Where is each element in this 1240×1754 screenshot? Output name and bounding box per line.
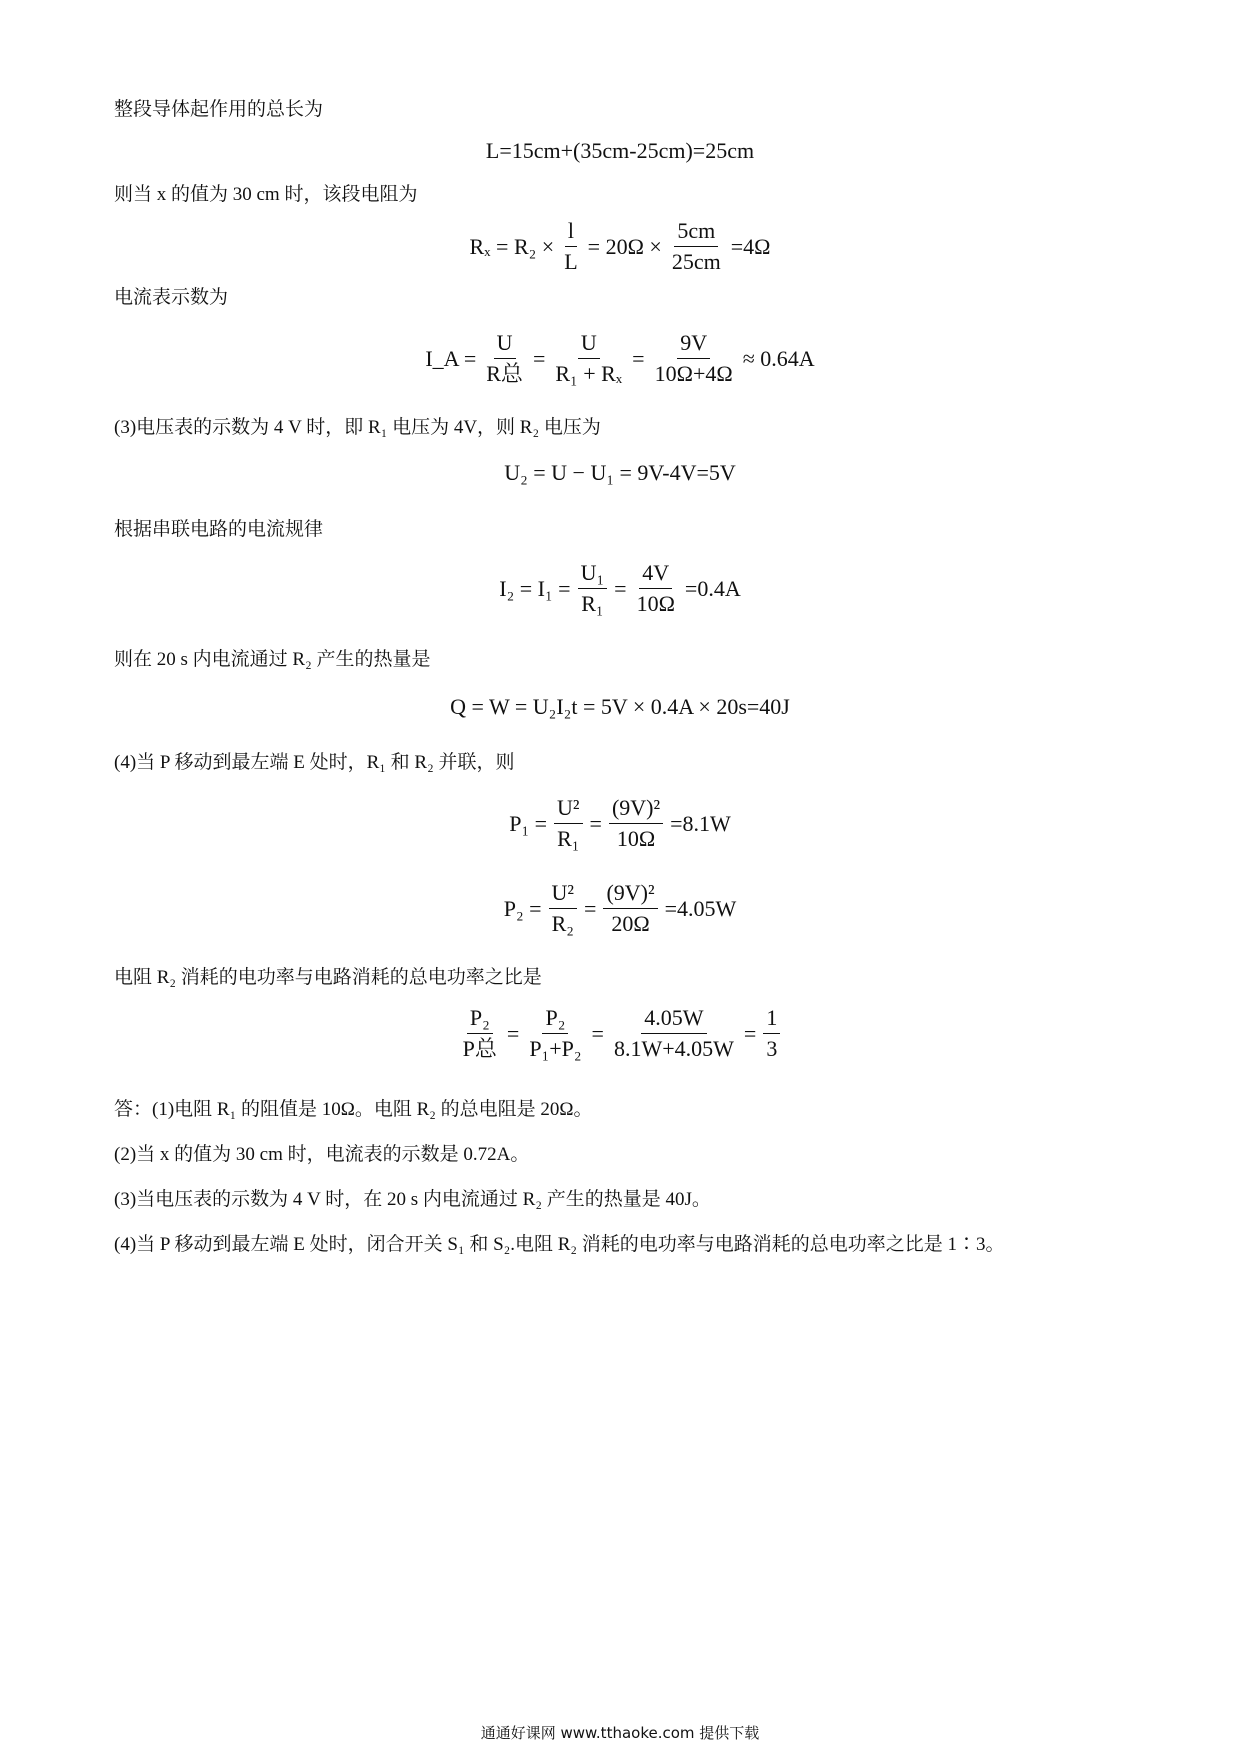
f2-den2: 25cm xyxy=(671,249,721,274)
f2-rhs: =4Ω xyxy=(730,233,771,259)
f9-num3: 4.05W xyxy=(641,1005,706,1034)
paragraph-ammeter: 电流表示数为 xyxy=(114,287,229,308)
f3-lhs: I_A = xyxy=(425,345,477,371)
f3-den3: 10Ω+4Ω xyxy=(654,361,733,386)
f9-fraction-3 xyxy=(611,1005,737,1062)
page-footer: 通通好课网 www.tthaoke.com 提供下载 xyxy=(480,1724,760,1742)
formula-voltage-r2: U₂ = U − U₁ = 9V-4V=5V xyxy=(504,460,736,485)
f9-num4: 1 xyxy=(763,1005,780,1034)
f9-eq1: = xyxy=(506,1020,520,1046)
f7-eq: = xyxy=(589,810,602,836)
answer-line-1: 答：(1)电阻 R₁ 的阻值是 10Ω。电阻 R₂ 的总电阻是 20Ω。 xyxy=(114,1099,593,1120)
f5-rhs: =0.4A xyxy=(684,575,741,601)
f9-eq2: = xyxy=(591,1020,604,1046)
paragraph-heat: 则在 20 s 内电流通过 R₂ 产生的热量是 xyxy=(114,649,431,670)
f7-den1: R₁ xyxy=(557,826,580,851)
f9-num2: P₂ xyxy=(542,1005,568,1034)
f5-eq: = xyxy=(614,575,627,601)
f3-den1: R总 xyxy=(486,361,523,386)
f7-fraction-1 xyxy=(554,795,582,852)
answer-line-3: (3)当电压表的示数为 4 V 时，在 20 s 内电流通过 R₂ 产生的热量是 40J。 xyxy=(114,1189,711,1210)
f2-fraction-2 xyxy=(669,218,724,275)
paragraph-power-ratio: 电阻 R₂ 消耗的电功率与电路消耗的总电功率之比是 xyxy=(114,967,542,988)
f2-num2: 5cm xyxy=(674,218,718,247)
f8-den1: R₂ xyxy=(551,911,574,936)
f9-den4: 3 xyxy=(766,1036,778,1061)
f5-fraction-1 xyxy=(578,560,608,617)
f8-num1: U² xyxy=(549,880,577,909)
f3-num3: 9V xyxy=(677,330,710,359)
f3-eq2: = xyxy=(632,345,645,371)
answer-line-2: (2)当 x 的值为 30 cm 时，电流表的示数是 0.72A。 xyxy=(114,1144,530,1165)
f8-den2: 20Ω xyxy=(611,911,650,936)
f5-den1: R₁ xyxy=(581,591,604,616)
f9-eq3: = xyxy=(743,1020,757,1046)
f2-num1: l xyxy=(565,218,577,247)
f3-den2: R₁ + Rₓ xyxy=(555,361,623,386)
f9-den2: P₁+P₂ xyxy=(529,1036,582,1061)
formula-series-current xyxy=(0,560,1240,617)
paragraph-parallel: (4)当 P 移动到最左端 E 处时，R₁ 和 R₂ 并联，则 xyxy=(114,752,515,773)
f2-mid: = 20Ω × xyxy=(587,233,662,259)
formula-power-p1 xyxy=(0,795,1240,852)
f3-fraction-3 xyxy=(652,330,736,387)
f3-num1: U xyxy=(494,330,516,359)
formula-power-ratio xyxy=(0,1005,1240,1062)
f7-num2: (9V)² xyxy=(609,795,663,824)
f2-fraction-1 xyxy=(561,218,580,275)
f7-num1: U² xyxy=(554,795,582,824)
answer-line-4: (4)当 P 移动到最左端 E 处时，闭合开关 S₁ 和 S₂.电阻 R₂ 消耗的电功率与电路消耗的总电功率之比是 1∶3。 xyxy=(114,1234,1005,1255)
paragraph-voltmeter: (3)电压表的示数为 4 V 时，即 R₁ 电压为 4V，则 R₂ 电压为 xyxy=(114,417,601,438)
f5-num2: 4V xyxy=(639,560,672,589)
f8-rhs: =4.05W xyxy=(664,895,737,921)
formula-ammeter-current xyxy=(0,330,1240,387)
f7-fraction-2 xyxy=(609,795,663,852)
f3-fraction-2 xyxy=(552,330,625,387)
formula-power-p2 xyxy=(0,880,1240,937)
f9-den3: 8.1W+4.05W xyxy=(613,1036,734,1061)
f9-fraction-2 xyxy=(526,1005,584,1062)
paragraph-segment-resistance: 则当 x 的值为 30 cm 时，该段电阻为 xyxy=(114,184,418,205)
f2-lhs: Rₓ = R₂ × xyxy=(469,233,555,259)
f7-rhs: =8.1W xyxy=(670,810,731,836)
f3-eq1: = xyxy=(532,345,546,371)
f3-rhs: ≈ 0.64A xyxy=(742,345,815,371)
formula-heat: Q = W = U₂I₂t = 5V × 0.4A × 20s=40J xyxy=(450,694,790,719)
f2-den1: L xyxy=(564,249,578,274)
f7-lhs: P₁ = xyxy=(509,810,548,836)
f9-fraction-1 xyxy=(460,1005,500,1062)
f5-lhs: I₂ = I₁ = xyxy=(499,575,571,601)
paragraph-total-length: 整段导体起作用的总长为 xyxy=(114,99,324,120)
paragraph-series-rule: 根据串联电路的电流规律 xyxy=(114,519,324,540)
f8-num2: (9V)² xyxy=(603,880,657,909)
f3-num2: U xyxy=(578,330,600,359)
f9-num1: P₂ xyxy=(467,1005,493,1034)
f5-num1: U₁ xyxy=(578,560,608,589)
f8-fraction-1 xyxy=(549,880,577,937)
f5-den2: 10Ω xyxy=(636,591,675,616)
formula-segment-resistance xyxy=(0,218,1240,275)
f8-fraction-2 xyxy=(603,880,657,937)
f9-den1: P总 xyxy=(462,1036,497,1061)
f8-eq: = xyxy=(584,895,597,921)
f5-fraction-2 xyxy=(634,560,678,617)
f3-fraction-1 xyxy=(483,330,526,387)
f9-fraction-4 xyxy=(763,1005,780,1062)
f7-den2: 10Ω xyxy=(616,826,656,851)
f8-lhs: P₂ = xyxy=(503,895,542,921)
formula-total-length: L=15cm+(35cm-25cm)=25cm xyxy=(485,138,755,163)
